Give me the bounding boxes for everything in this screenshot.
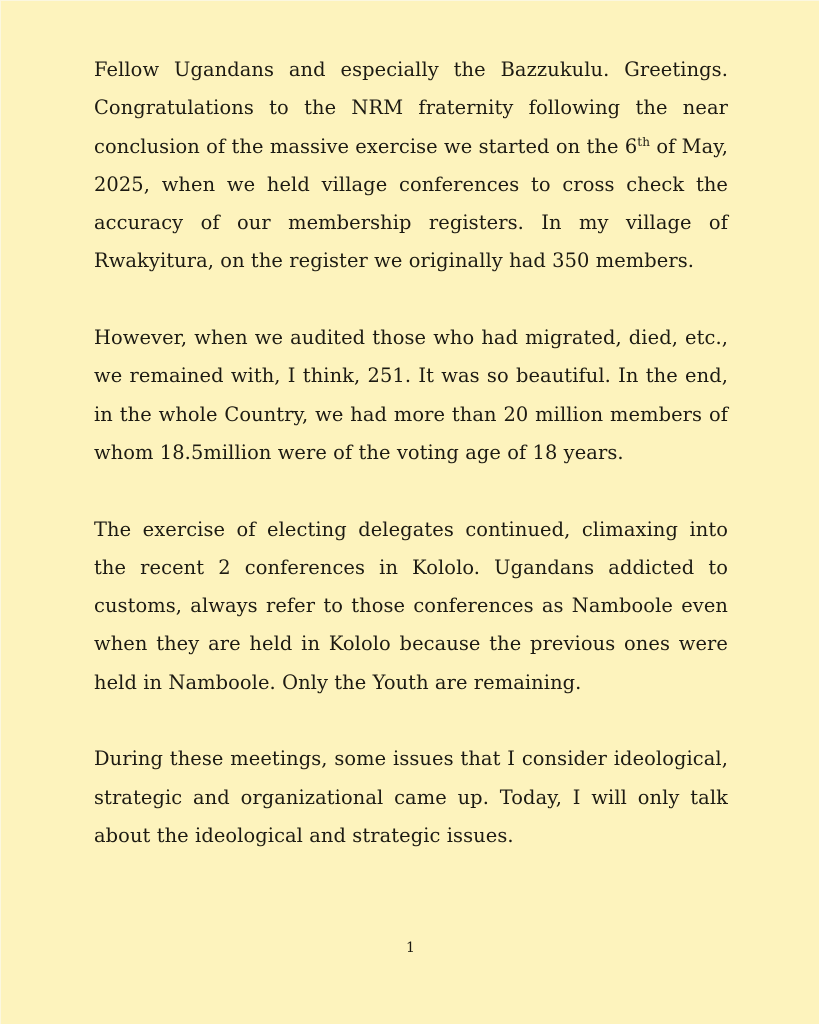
- paragraph-1-text-a: Fellow Ugandans and especially the Bazzukulu. Greetings. Congratulations to the NRM fraternity following the near conclusion of the massive exercise we started on the 6: [94, 58, 728, 158]
- paragraph-3: The exercise of electing delegates continued, climaxing into the recent 2 conferences in Kololo. Ugandans addicted to customs, always refer to those conferences as Namboole even when they are held in Kololo because the previous ones were held in Namboole. Only the Youth are remaining.: [94, 517, 728, 694]
- page-number: 1: [406, 940, 415, 956]
- paragraph-2: However, when we audited those who had migrated, died, etc., we remained with, I think, 251. It was so beautiful. In the end, in the whole Country, we had more than 20 million members of whom 18.5million were of the voting age of 18 years.: [94, 326, 728, 464]
- ordinal-suffix: th: [637, 134, 651, 149]
- paragraph-4: During these meetings, some issues that I consider ideological, strategic and organizational came up. Today, I will only talk about the ideological and strategic issues.: [94, 747, 728, 847]
- document-body: [94, 51, 728, 855]
- paragraph-1: [94, 51, 728, 281]
- paragraph-1-text-b: of May, 2025, when we held village conferences to cross check the accuracy of our membership registers. In my village of Rwakyitura, on the register we originally had 350 members.: [94, 134, 729, 273]
